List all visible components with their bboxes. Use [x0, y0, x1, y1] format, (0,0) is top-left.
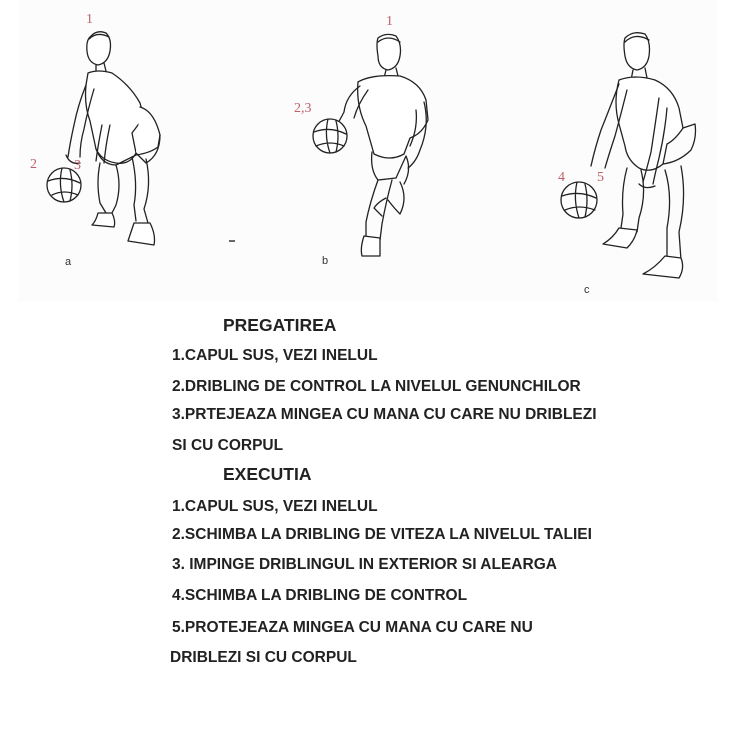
mark-b-2-3: 2,3 [294, 101, 312, 116]
execution-step-5: 5.PROTEJEAZA MINGEA CU MANA CU CARE NU [172, 619, 533, 636]
mark-b-1: 1 [386, 14, 393, 29]
stray-mark [229, 240, 235, 242]
preparation-step-2: 2.DRIBLING DE CONTROL LA NIVELUL GENUNCHILOR [172, 378, 581, 395]
execution-step-4: 4.SCHIMBA LA DRIBLING DE CONTROL [172, 587, 468, 604]
preparation-heading: PREGATIREA [223, 315, 337, 335]
player-figure-c [555, 28, 715, 298]
preparation-step-3: 3.PRTEJEAZA MINGEA CU MANA CU CARE NU DRIBLEZI [172, 406, 597, 423]
execution-step-5-continued: DRIBLEZI SI CU CORPUL [170, 649, 357, 666]
execution-step-1: 1.CAPUL SUS, VEZI INELUL [172, 498, 378, 515]
player-figure-b [300, 30, 450, 270]
preparation-step-3-continued: SI CU CORPUL [172, 437, 284, 454]
mark-a-1: 1 [86, 12, 93, 27]
mark-c-5: 5 [597, 170, 604, 185]
mark-a-2: 2 [30, 157, 37, 172]
execution-step-3: 3. IMPINGE DRIBLINGUL IN EXTERIOR SI ALEARGA [172, 556, 557, 573]
mark-c-4: 4 [558, 170, 565, 185]
figure-caption-c: c [584, 284, 590, 296]
mark-a-3: 3 [74, 158, 81, 173]
figure-caption-a: a [65, 256, 72, 268]
figure-caption-b: b [322, 255, 329, 267]
preparation-step-1: 1.CAPUL SUS, VEZI INELUL [172, 347, 378, 364]
execution-heading: EXECUTIA [223, 464, 312, 484]
player-figure-a [40, 25, 170, 255]
execution-step-2: 2.SCHIMBA LA DRIBLING DE VITEZA LA NIVELUL TALIEI [172, 526, 592, 543]
